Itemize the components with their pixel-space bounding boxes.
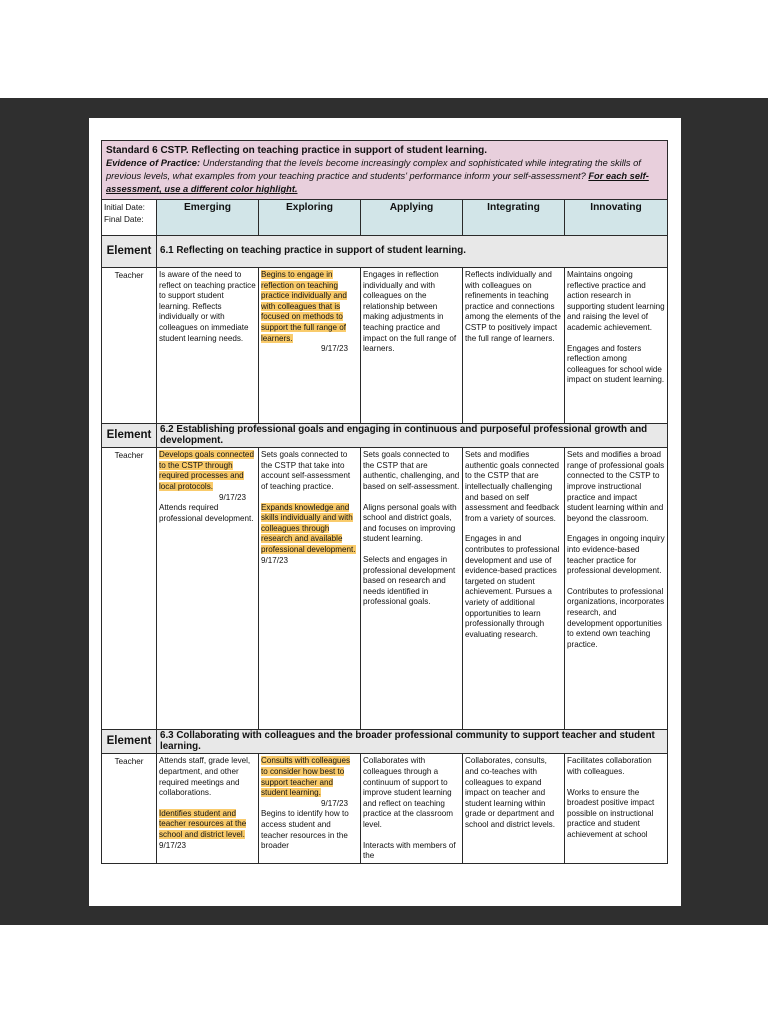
descriptor-span: Engages in reflection individually and with colleagues on the relationship between making adjustments in teaching practice and impact on the full range of learners. <box>363 270 457 354</box>
cstp-rubric-table <box>101 140 668 864</box>
level-applying: Applying <box>361 200 463 236</box>
element-content-row <box>102 268 668 424</box>
descriptor-integrating <box>463 448 565 730</box>
standard-header <box>102 141 668 200</box>
descriptor-text <box>159 270 256 344</box>
descriptor-span: Sets and modifies a broad range of professional goals connected to the CSTP to improve instructional practice and impact student learning within and beyond the classroom. <box>567 450 665 523</box>
descriptor-text <box>159 756 256 798</box>
highlighted-descriptor <box>159 809 256 851</box>
descriptor-span: Interacts with members of the <box>363 840 456 861</box>
descriptor-text <box>261 450 358 492</box>
element-label: Element <box>102 730 157 754</box>
descriptor-innovating <box>565 754 668 863</box>
spacer <box>363 493 460 503</box>
evidence-label: Evidence of Practice: <box>106 158 201 168</box>
evidence-of-practice <box>106 157 663 196</box>
spacer <box>465 524 562 534</box>
descriptor-integrating <box>463 754 565 863</box>
descriptor-exploring <box>259 754 361 863</box>
descriptor-span: Identifies student and teacher resources at the school and district level. <box>159 808 247 839</box>
dates-cell <box>102 200 157 236</box>
document-page <box>89 118 681 906</box>
descriptor-text <box>567 788 665 841</box>
descriptor-innovating <box>565 268 668 424</box>
level-emerging: Emerging <box>157 200 259 236</box>
descriptor-span: Develops goals connected to the CSTP through required processes and local protocols. <box>159 450 254 491</box>
spacer <box>567 778 665 788</box>
descriptor-text <box>363 841 460 862</box>
descriptor-span: Engages in ongoing inquiry into evidence-based teacher practice for professional development. <box>567 534 665 576</box>
descriptor-text <box>567 344 665 386</box>
descriptor-text <box>567 450 665 524</box>
element-header-row <box>102 730 668 754</box>
element-title: 6.1 Reflecting on teaching practice in support of student learning. <box>157 236 668 268</box>
descriptor-span: Engages in and contributes to professional development and use of evidence-based practices targeted on student achievement. Pursues a variety of additional opportunities to learn professionally through evaluating research. <box>465 534 560 639</box>
role-label: Teacher <box>102 268 157 424</box>
descriptor-text <box>567 534 665 576</box>
descriptor-span: Collaborates with colleagues through a continuum of support to improve student learning and reflect on teaching practice at the classroom level. <box>363 756 453 829</box>
descriptor-span: Facilitates collaboration with colleagues. <box>567 756 652 776</box>
final-date-label: Final Date: <box>104 215 144 224</box>
evidence-text: Understanding that the levels become increasingly complex and sophisticated while integrating the skills of previous levels, what examples from your teaching practice and students' performance inform your self-assessment? <box>106 158 641 181</box>
element-title: 6.2 Establishing professional goals and engaging in continuous and purposeful professional growth and development. <box>157 424 668 448</box>
descriptor-text <box>159 503 256 524</box>
level-exploring: Exploring <box>259 200 361 236</box>
spacer <box>567 334 665 344</box>
descriptor-span: Attends staff, grade level, department, and other required meetings and collaborations. <box>159 756 251 798</box>
descriptor-span: Reflects individually and with colleagues on refinements in teaching practice and connections among the elements of the CSTP to positively impact the full range of learners. <box>465 270 561 343</box>
role-label: Teacher <box>102 448 157 730</box>
initial-date-label: Initial Date: <box>104 203 145 212</box>
descriptor-span: Attends required professional development. <box>159 503 254 523</box>
descriptor-exploring <box>259 448 361 730</box>
descriptor-innovating <box>565 448 668 730</box>
spacer <box>261 493 358 503</box>
highlighted-descriptor <box>159 450 256 492</box>
element-title: 6.3 Collaborating with colleagues and the broader professional community to support teacher and student learning. <box>157 730 668 754</box>
level-innovating: Innovating <box>565 200 668 236</box>
descriptor-text <box>465 756 562 830</box>
descriptor-span: Aligns personal goals with school and district goals, and focuses on improving student learning. <box>363 502 457 544</box>
descriptor-integrating <box>463 268 565 424</box>
descriptor-emerging <box>157 754 259 863</box>
descriptor-text <box>465 534 562 640</box>
spacer <box>567 577 665 587</box>
element-content-row <box>102 448 668 730</box>
evidence-note: For each self-assessment, use a different color highlight. <box>106 171 649 194</box>
descriptor-span: Sets and modifies authentic goals connected to the CSTP that are intellectually challenging and based on self assessment and feedback from a variety of sources. <box>465 450 560 523</box>
highlighted-descriptor <box>261 756 358 798</box>
descriptor-span: Selects and engages in professional development based on research and needs identified in professional goals. <box>363 554 456 607</box>
descriptor-span: Contributes to professional organizations, incorporates research, and development opportunities to extend own teaching practice. <box>567 586 665 649</box>
descriptor-span: Sets goals connected to the CSTP that take into account self-assessment of teaching practice. <box>261 450 351 491</box>
descriptor-applying <box>361 268 463 424</box>
descriptor-exploring <box>259 268 361 424</box>
levels-header-row <box>102 200 668 236</box>
descriptor-span: Sets goals connected to the CSTP that are authentic, challenging, and based on self-assessment. <box>363 450 460 491</box>
level-integrating: Integrating <box>463 200 565 236</box>
descriptor-span: Engages and fosters reflection among colleagues for school wide impact on student learning. <box>567 343 665 385</box>
element-header-row <box>102 424 668 448</box>
descriptor-span: Collaborates, consults, and co-teaches with colleagues to expand impact on teacher and student learning within grade or department and school and district levels. <box>465 756 555 829</box>
descriptor-span: Begins to engage in reflection on teaching practice individually and with colleagues that is focused on methods to support the full range of learners. <box>261 270 347 343</box>
descriptor-span: Consults with colleagues to consider how best to support teacher and student learning. <box>261 756 351 798</box>
descriptor-text <box>567 587 665 651</box>
element-label: Element <box>102 424 157 448</box>
spacer <box>363 545 460 555</box>
descriptor-text <box>465 450 562 524</box>
assessment-date: 9/17/23 <box>261 555 289 565</box>
descriptor-span: Is aware of the need to reflect on teaching practice to support student learning. Reflects individually or with colleagues on immediate student learning needs. <box>159 270 256 343</box>
assessment-date: 9/17/23 <box>159 840 187 850</box>
highlighted-descriptor <box>261 270 358 344</box>
descriptor-text <box>261 809 358 851</box>
descriptor-span: Expands knowledge and skills individually and with colleagues through research and available professional development. <box>261 502 356 554</box>
descriptor-span: Begins to identify how to access student and teacher resources in the broader <box>261 809 349 851</box>
descriptor-text <box>567 756 665 777</box>
standard-title: Standard 6 CSTP. Reflecting on teaching practice in support of student learning. <box>106 145 487 156</box>
spacer <box>567 524 665 534</box>
descriptor-applying <box>361 754 463 863</box>
standard-header-row <box>102 141 668 200</box>
assessment-date: 9/17/23 <box>320 344 348 354</box>
descriptor-text <box>465 270 562 344</box>
descriptor-text <box>363 555 460 608</box>
assessment-date: 9/17/23 <box>320 798 348 808</box>
descriptor-text <box>363 756 460 830</box>
descriptor-text <box>363 503 460 545</box>
element-label: Element <box>102 236 157 268</box>
descriptor-applying <box>361 448 463 730</box>
spacer <box>159 799 256 809</box>
element-header-row <box>102 236 668 268</box>
descriptor-text <box>363 450 460 492</box>
descriptor-emerging <box>157 448 259 730</box>
descriptor-span: Works to ensure the broadest positive impact possible on instructional practice and student achievement at school <box>567 787 655 839</box>
descriptor-span: Maintains ongoing reflective practice and action research in supporting student learning and raising the level of academic achievement. <box>567 270 665 332</box>
role-label: Teacher <box>102 754 157 863</box>
descriptor-emerging <box>157 268 259 424</box>
assessment-date: 9/17/23 <box>218 492 246 502</box>
spacer <box>363 831 460 841</box>
descriptor-text <box>567 270 665 334</box>
descriptor-text <box>363 270 460 355</box>
highlighted-descriptor <box>261 503 358 567</box>
element-content-row <box>102 754 668 863</box>
